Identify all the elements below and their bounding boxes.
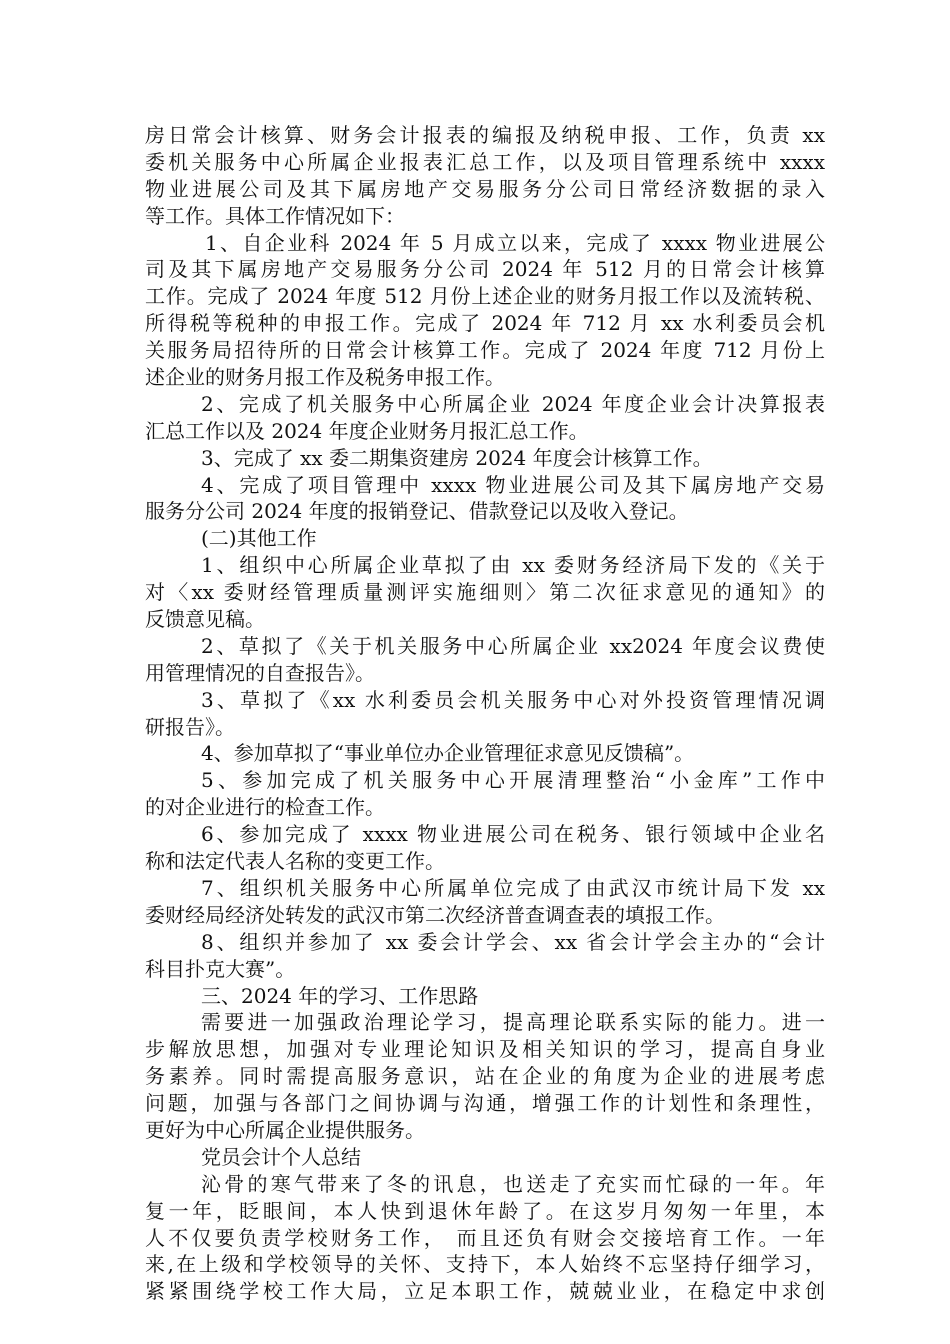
text-line: 的对企业进行的检查工作。: [145, 795, 385, 820]
text-line: 关服务局招待所的日常会计核算工作。完成了 2024 年度 712 月份上: [145, 338, 825, 363]
text-line: 等工作。具体工作情况如下：: [145, 203, 405, 228]
text-line: 2、草拟了《关于机关服务中心所属企业 xx2024 年度会议费使: [201, 633, 825, 658]
text-line: 反馈意见稿。: [145, 607, 265, 632]
text-line: 人不仅要负责学校财务工作， 而且还负有财会交接培育工作。一年: [145, 1225, 825, 1250]
text-line: 需要进一加强政治理论学习，提高理论联系实际的能力。进一: [201, 1010, 825, 1035]
text-line: 8、组织并参加了 xx 委会计学会、xx 省会计学会主办的“会计: [201, 929, 825, 954]
text-line: 房日常会计核算、财务会计报表的编报及纳税申报、工作，负责 xx: [145, 123, 825, 147]
text-line: 4、参加草拟了“事业单位办企业管理征求意见反馈稿”。: [201, 741, 695, 766]
text-line: 委机关服务中心所属企业报表汇总工作，以及项目管理系统中 xxxx: [145, 149, 825, 174]
text-line: 务素养。同时需提高服务意识，站在企业的角度为企业的进展考虑: [145, 1064, 825, 1089]
text-line: 所得税等税种的申报工作。完成了 2024 年 712 月 xx 水利委员会机: [145, 311, 825, 336]
text-line: 述企业的财务月报工作及税务申报工作。: [145, 365, 505, 390]
text-line: 紧紧围绕学校工作大局，立足本职工作，兢兢业业，在稳定中求创: [145, 1279, 825, 1304]
text-line: 问题，加强与各部门之间协调与沟通，增强工作的计划性和条理性，: [145, 1091, 825, 1116]
text-line: 司及其下属房地产交易服务分公司 2024 年 512 月的日常会计核算: [145, 257, 825, 282]
text-line: 5、参加完成了机关服务中心开展清理整治“小金库”工作中: [201, 768, 825, 793]
text-line: 党员会计个人总结: [201, 1144, 361, 1169]
text-line: 复一年，眨眼间，本人快到退休年龄了。在这岁月匆匆一年里，本: [145, 1198, 825, 1223]
text-line: 1、组织中心所属企业草拟了由 xx 委财务经济局下发的《关于: [201, 553, 825, 578]
text-line: 称和法定代表人名称的变更工作。: [145, 849, 445, 874]
text-line: 科目扑克大赛”。: [145, 956, 296, 981]
text-line: 步解放思想，加强对专业理论知识及相关知识的学习，提高自身业: [145, 1037, 825, 1062]
text-line: 来,在上级和学校领导的关怀、支持下，本人始终不忘坚持仔细学习，: [145, 1252, 825, 1277]
text-line: 3、草拟了《xx 水利委员会机关服务中心对外投资管理情况调: [201, 687, 825, 712]
text-line: 汇总工作以及 2024 年度企业财务月报汇总工作。: [145, 418, 589, 443]
text-line: 对〈xx 委财经管理质量测评实施细则〉第二次征求意见的通知》的: [145, 580, 825, 605]
text-line: 7、组织机关服务中心所属单位完成了由武汉市统计局下发 xx: [201, 875, 825, 900]
text-line: 1、自企业科 2024 年 5 月成立以来，完成了 xxxx 物业进展公: [205, 230, 825, 255]
text-line: 用管理情况的自查报告》。: [145, 660, 375, 685]
text-line: 沁骨的寒气带来了冬的讯息，也送走了充实而忙碌的一年。年: [201, 1171, 825, 1196]
text-line: 3、完成了 xx 委二期集资建房 2024 年度会计核算工作。: [201, 445, 713, 470]
text-line: (二)其他工作: [201, 526, 317, 551]
text-line: 研报告》。: [145, 714, 235, 739]
text-line: 4、完成了项目管理中 xxxx 物业进展公司及其下属房地产交易: [201, 472, 825, 497]
text-line: 更好为中心所属企业提供服务。: [145, 1117, 425, 1142]
text-line: 服务分公司 2024 年度的报销登记、借款登记以及收入登记。: [145, 499, 689, 524]
text-line: 工作。完成了 2024 年度 512 月份上述企业的财务月报工作以及流转税、: [145, 284, 825, 309]
text-line: 6、参加完成了 xxxx 物业进展公司在税务、银行领域中企业名: [201, 822, 825, 847]
text-line: 三、2024 年的学习、工作思路: [201, 983, 479, 1008]
text-line: 2、完成了机关服务中心所属企业 2024 年度企业会计决算报表: [201, 391, 825, 416]
document-page: [145, 122, 825, 1305]
text-line: 物业进展公司及其下属房地产交易服务分公司日常经济数据的录入: [145, 176, 825, 201]
text-line: 委财经局经济处转发的武汉市第二次经济普查调查表的填报工作。: [145, 902, 725, 927]
